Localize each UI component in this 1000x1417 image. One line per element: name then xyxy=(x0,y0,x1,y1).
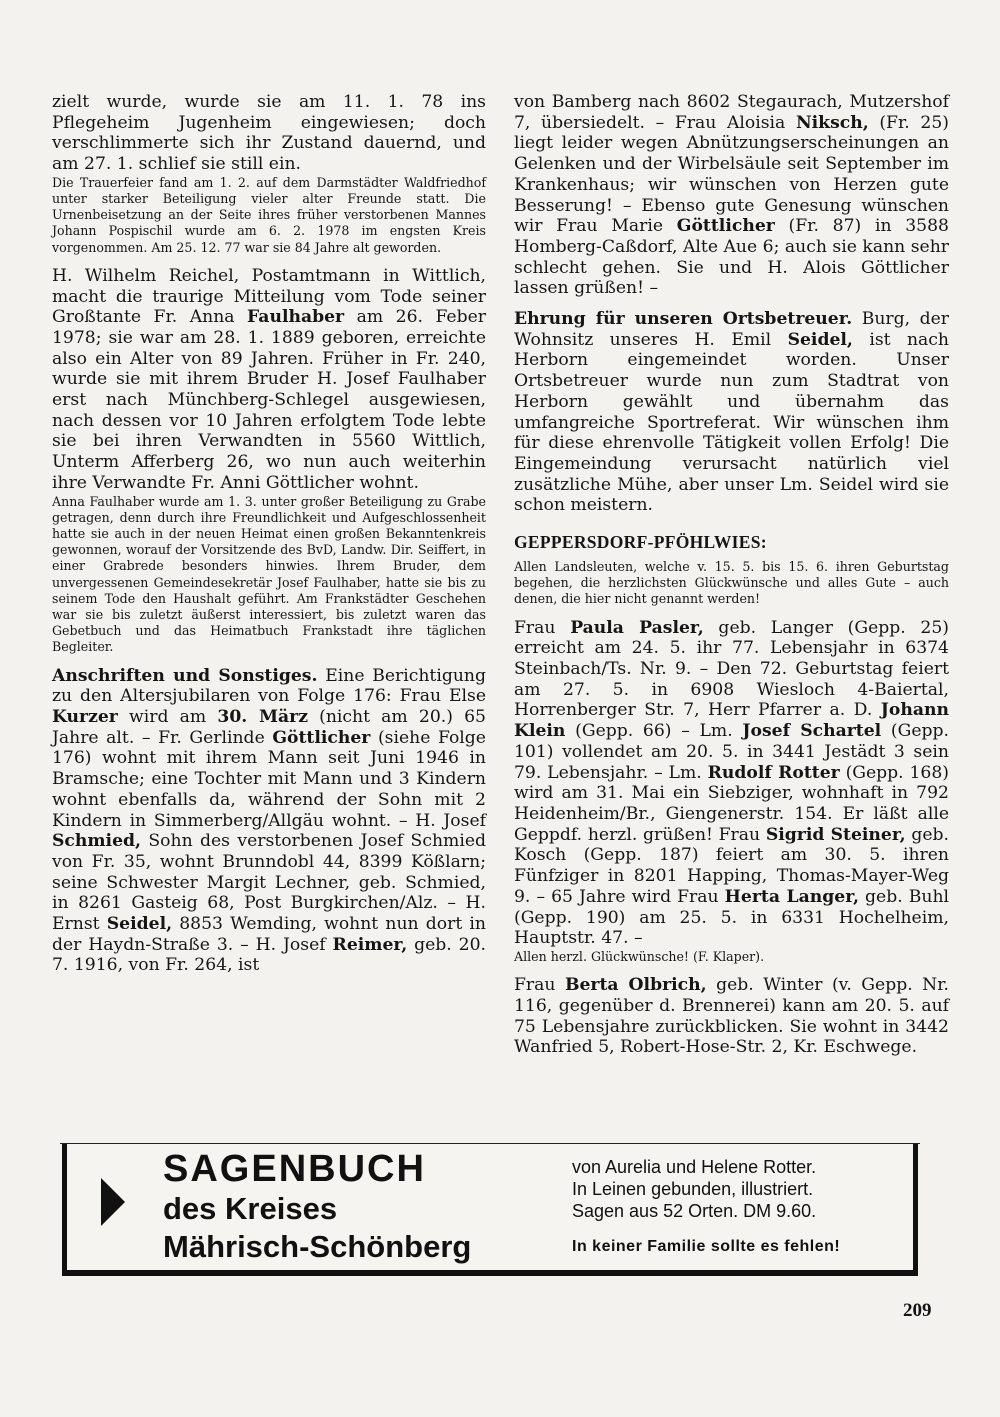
paragraph-birthday-greeting: Allen Landsleuten, welche v. 15. 5. bis 15. 6. ihren Geburtstag begehen, die herzlichsten Glückwünsche und alles Gute – auch denen, die hier nicht genannt werden! xyxy=(514,559,949,607)
paragraph-faulhaber: H. Wilhelm Reichel, Postamtmann in Wittlich, macht die traurige Mitteilung vom Tode seiner Großtante Fr. Anna Faulhaber am 26. Feber 1978; sie war am 28. 1. 1889 geboren, erreichte also ein Alter von 89 Jahren. Früher in Fr. 240, wurde sie mit ihrem Bruder H. Josef Faulhaber erst nach Münchberg-Schlegel ausgewiesen, nach dessen vor 10 Jahren erfolgtem Tode lebte sie bei ihren Verwandten in 5560 Wittlich, Unterm Afferberg 26, wo nun auch weiterhin ihre Verwandte Fr. Anni Göttlicher wohnt. xyxy=(52,265,486,493)
paragraph-birthdays: Frau Paula Pasler, geb. Langer (Gepp. 25) erreicht am 24. 5. ihr 77. Lebensjahr in 6374 Steinbach/Ts. Nr. 9. – Den 72. Geburtstag feiert am 27. 5. in 6908 Wiesloch 4-Baiertal, Horrenberger Str. 7, Herr Pfarrer a. D. Johann Klein (Gepp. 66) – Lm. Josef Schartel (Gepp. 101) vollendet am 20. 5. in 3441 Jestädt 3 sein 79. Lebensjahr. – Lm. Rudolf Rotter (Gepp. 168) wird am 31. Mai ein Siebziger, wohnhaft in 792 Heidenheim/Br., Giengenerstr. 154. Er läßt alle Geppdf. herzl. grüßen! Frau Sigrid Steiner, geb. Kosch (Gepp. 187) feiert am 30. 5. ihren Fünfziger in 8201 Happing, Thomas-Mayer-Weg 9. – 65 Jahre wird Frau Herta Langer, geb. Buhl (Gepp. 190) am 25. 5. in 6331 Hochelheim, Hauptstr. 47. – xyxy=(514,617,950,949)
ad-info xyxy=(572,1156,840,1256)
arrow-right-icon xyxy=(101,1178,125,1226)
paragraph-klaper-greeting: Allen herzl. Glückwünsche! (F. Klaper). xyxy=(514,948,765,964)
page-number: 209 xyxy=(903,1300,932,1321)
ad-title-line-1: SAGENBUCH xyxy=(163,1148,426,1190)
paragraph-pospischil-end: zielt wurde, wurde sie am 11. 1. 78 ins Pflegeheim Jugenheim eingewiesen; doch verschlimmerte sich ihr Zustand dauernd, und am 27. 1. schlief sie still ein. xyxy=(52,92,486,175)
paragraph-funeral: Die Trauerfeier fand am 1. 2. auf dem Darmstädter Waldfriedhof unter starker Beteiligung vieler alter Freunde statt. Die Urnenbeisetzung an der Seite ihres früher verstorbenen Mannes Johann Pospischil wurde am 6. 2. 1978 im engsten Kreis vorgenommen. Am 25. 12. 77 war sie 84 Jahre alt geworden. xyxy=(52,174,486,255)
paragraph-faulhaber-burial: Anna Faulhaber wurde am 1. 3. unter großer Beteiligung zu Grabe getragen, denn durch ihre Freundlichkeit und Aufgeschlossenheit hatte sie auch in der neuen Heimat einen großen Bekanntenkreis gewonnen, worauf der Vorsitzende des BvD, Landw. Dir. Seiffert, in einer Grabrede besonders hinwies. Ihrem Bruder, dem unvergessenen Gemeindesekretär Josef Faulhaber, hatte sie bis zu seinem Tode den Haushalt geführt. Am Frankstädter Geschehen war sie bis zuletzt äußerst interessiert, bis zuletzt waren das Gebetbuch und das Heimatbuch Frankstadt ihre täglichen Begleiter. xyxy=(52,493,486,655)
paragraph-anschriften: Anschriften und Sonstiges. Eine Berichtigung zu den Altersjubilaren von Folge 176: Frau Else Kurzer wird am 30. März (nicht am 20.) 65 Jahre alt. – Fr. Gerlinde Göttlicher (siehe Folge 176) wohnt mit ihrem Mann seit Juni 1946 in Bramsche; eine Tochter mit Mann und 3 Kindern wohnt ebenfalls da, während der Sohn mit 2 Kindern in Simmerberg/Allgäu wohnt. – H. Josef Schmied, Sohn des verstorbenen Josef Schmied von Fr. 35, wohnt Brunndobl 44, 8399 Kößlarn; seine Schwester Margit Lechner, geb. Schmied, in 8261 Gasteig 68, Post Burgkirchen/Alz. – H. Ernst Seidel, 8853 Wemding, wohnt nun dort in der Haydn-Straße 3. – H. Josef Reimer, geb. 20. 7. 1916, von Fr. 264, ist xyxy=(52,665,487,976)
paragraph-olbrich: Frau Berta Olbrich, geb. Winter (v. Gepp. Nr. 116, gegenüber d. Brennerei) kann am 20. 5. auf 75 Lebensjahre zurückblicken. Sie wohnt in 3442 Wanfried 5, Robert-Hose-Str. 2, Kr. Eschwege. xyxy=(514,975,949,1058)
ad-slogan: In keiner Familie sollte es fehlen! xyxy=(572,1238,841,1255)
ad-title xyxy=(163,1148,471,1266)
ad-authors: von Aurelia und Helene Rotter. xyxy=(572,1157,817,1177)
left-column xyxy=(52,92,486,976)
paragraph-niksch: von Bamberg nach 8602 Stegaurach, Mutzershof 7, übersiedelt. – Frau Aloisia Niksch, (Fr. 25) liegt leider wegen Abnützungserscheinungen an Gelenken und der Wirbelsäule seit September im Krankenhaus; wir wünschen von Herzen gute Besserung! – Ebenso gute Genesung wünschen wir Frau Marie Göttlicher (Fr. 87) in 3588 Homberg-Caßdorf, Alte Aue 6; auch sie kann sehr schlecht gehen. Sie und H. Alois Göttlicher lassen grüßen! – xyxy=(514,92,949,299)
paragraph-ehrung: Ehrung für unseren Ortsbetreuer. Burg, der Wohnsitz unseres H. Emil Seidel, ist nach Herborn eingemeindet worden. Unser Ortsbetreuer wurde nun zum Stadtrat von Herborn gewählt und übernahm das umfangreiche Sportreferat. Wir wünschen ihm für diese ehrenvolle Tätigkeit vollen Erfolg! Die Eingemeindung verursacht natürlich viel zusätzliche Mühe, aber unser Lm. Seidel wird sie schon meistern. xyxy=(514,309,949,516)
ad-binding: In Leinen gebunden, illustriert. xyxy=(572,1179,814,1199)
ad-title-line-3: Mährisch-Schönberg xyxy=(163,1229,472,1264)
section-heading-geppersdorf: GEPPERSDORF-PFÖHLWIES: xyxy=(514,532,767,553)
ad-title-line-2: des Kreises xyxy=(163,1191,338,1226)
ad-price: Sagen aus 52 Orten. DM 9.60. xyxy=(572,1201,817,1221)
book-advertisement xyxy=(62,1144,918,1276)
right-column xyxy=(514,92,949,1058)
